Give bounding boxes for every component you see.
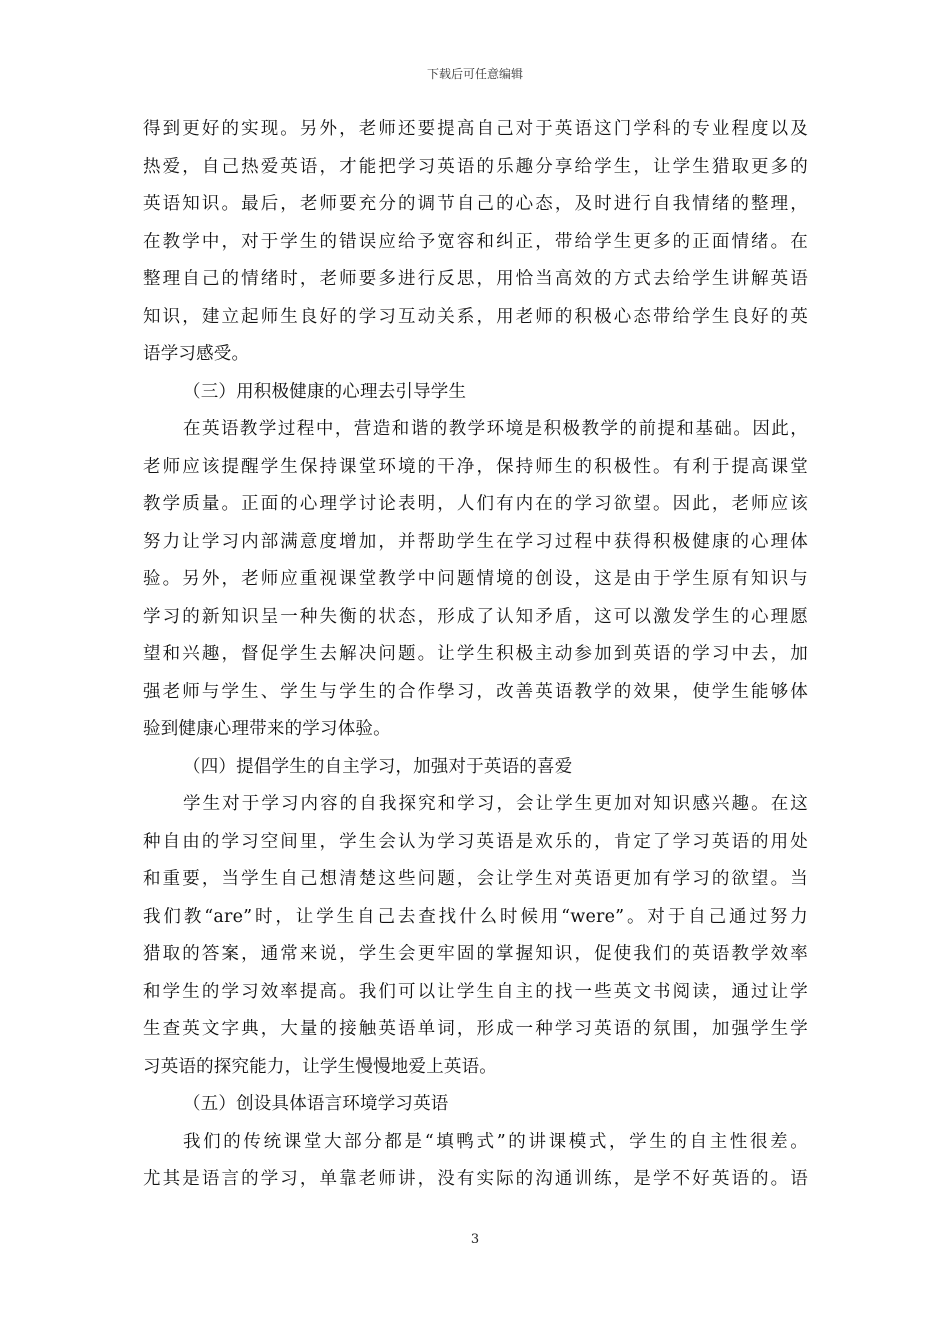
body-line: 得到更好的实现。另外，老师还要提高自己对于英语这门学科的专业程度以及 <box>143 119 808 139</box>
section-heading: （四）提倡学生的自主学习，加强对于英语的喜爱 <box>183 756 573 777</box>
body-line: 望和兴趣，督促学生去解决问题。让学生积极主动参加到英语的学习中去，加 <box>143 644 808 664</box>
body-line: 和学生的学习效率提高。我们可以让学生自主的找一些英文书阅读，通过让学 <box>143 981 808 1002</box>
body-line: 老师应该提醒学生保持课堂环境的干净，保持师生的积极性。有利于提高课堂 <box>143 456 808 477</box>
body-line: 在英语教学过程中，营造和谐的教学环境是积极教学的前提和基础。因此， <box>183 419 808 439</box>
body-line: 学生对于学习内容的自我探究和学习，会让学生更加对知识感兴趣。在这 <box>183 794 808 814</box>
body-line: 努力让学习内部满意度增加，并帮助学生在学习过程中获得积极健康的心理体 <box>143 531 808 552</box>
section-heading: （三）用积极健康的心理去引导学生 <box>183 381 467 402</box>
body-line: 教学质量。正面的心理学讨论表明，人们有内在的学习欲望。因此，老师应该 <box>143 494 808 514</box>
body-line: 我们的传统课堂大部分都是“填鸭式”的讲课模式，学生的自主性很差。 <box>183 1131 808 1152</box>
body-line: 热爱，自己热爱英语，才能把学习英语的乐趣分享给学生，让学生猎取更多的 <box>143 156 808 177</box>
body-line: 生查英文字典，大量的接触英语单词，形成一种学习英语的氛围，加强学生学 <box>143 1019 808 1039</box>
body-line: 我们教“are”时，让学生自己去查找什么时候用“were”。对于自己通过努力 <box>143 906 808 927</box>
body-line: 习英语的探究能力，让学生慢慢地爱上英语。 <box>143 1056 497 1077</box>
document-body <box>143 111 808 1199</box>
page-number: 3 <box>470 1232 480 1247</box>
body-line: 整理自己的情绪时，老师要多进行反思，用恰当高效的方式去给学生讲解英语 <box>143 269 808 289</box>
body-line: 语学习感受。 <box>143 344 250 364</box>
body-line: 尤其是语言的学习，单靠老师讲，没有实际的沟通训练，是学不好英语的。语 <box>143 1169 808 1189</box>
body-line: 验。另外，老师应重视课堂教学中问题情境的创设，这是由于学生原有知识与 <box>143 569 808 589</box>
section-heading: （五）创设具体语言环境学习英语 <box>183 1094 449 1114</box>
body-line: 强老师与学生、学生与学生的合作學习，改善英语教学的效果，使学生能够体 <box>143 681 808 702</box>
body-line: 种自由的学习空间里，学生会认为学习英语是欢乐的，肯定了学习英语的用处 <box>143 831 808 852</box>
body-line: 和重要，当学生自己想清楚这些问题，会让学生对英语更加有学习的欲望。当 <box>143 869 808 889</box>
body-line: 在教学中，对于学生的错误应给予宽容和纠正，带给学生更多的正面情绪。在 <box>143 231 808 252</box>
body-line: 验到健康心理带来的学习体验。 <box>143 719 391 739</box>
body-line: 英语知识。最后，老师要充分的调节自己的心态，及时进行自我情绪的整理， <box>143 194 808 214</box>
body-line: 猎取的答案，通常来说，学生会更牢固的掌握知识，促使我们的英语教学效率 <box>143 944 808 964</box>
body-line: 学习的新知识呈一种失衡的状态，形成了认知矛盾，这可以激发学生的心理愿 <box>143 606 808 627</box>
body-line: 知识，建立起师生良好的学习互动关系，用老师的积极心态带给学生良好的英 <box>143 306 808 327</box>
page-header: 下载后可任意编辑 <box>426 67 523 81</box>
